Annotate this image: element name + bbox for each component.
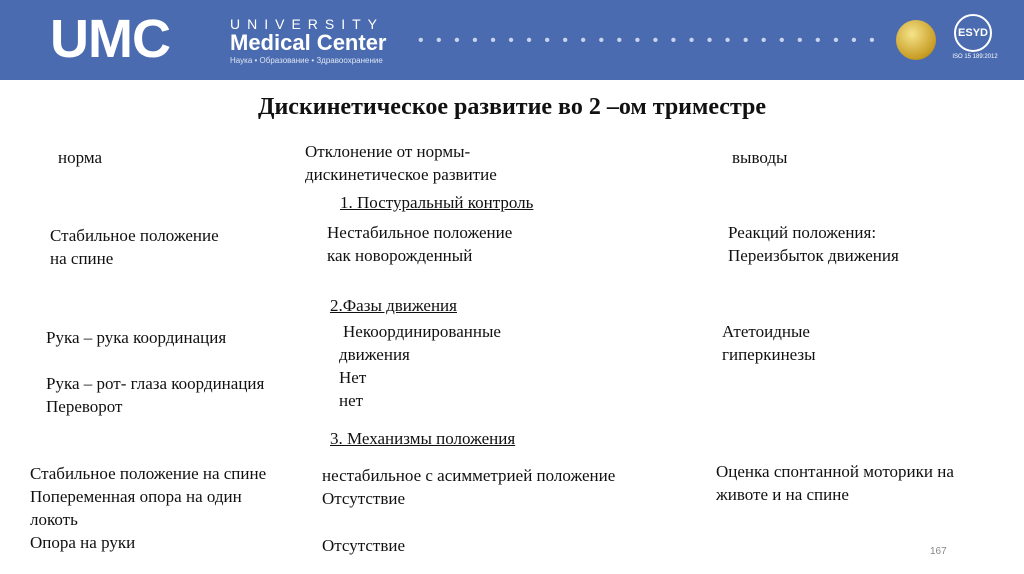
page-number: 167 (930, 546, 947, 557)
logo-university-text: UNIVERSITY (230, 16, 385, 32)
movement-norm-line-1: Рука – рука координация (46, 328, 227, 347)
umc-logo: UMC (50, 9, 170, 69)
mechanisms-conclusion-line-2: животе и на спине (716, 485, 849, 504)
mechanisms-norm-line-4: Опора на руки (30, 533, 136, 552)
movement-norm-line-2: Рука – рот- глаза координация (46, 374, 265, 393)
mechanisms-deviation-line-1: нестабильное с асимметрией положение (322, 466, 616, 485)
mechanisms-deviation-line-3: Отсутствие (322, 536, 406, 555)
movement-norm-line-3: Переворот (46, 397, 123, 416)
section-heading-postural: 1. Постуральный контроль (340, 193, 534, 212)
postural-deviation-line-2: как новорожденный (327, 246, 473, 265)
movement-deviation-line-1: Некоординированные (343, 322, 501, 341)
mechanisms-norm-line-2: Попеременная опора на один (30, 487, 242, 506)
movement-deviation-line-2: движения (339, 345, 410, 364)
movement-conclusion-line-2: гиперкинезы (722, 345, 816, 364)
gold-seal-icon (896, 20, 936, 60)
header-banner (0, 0, 1024, 80)
section-heading-position-mechanisms: 3. Механизмы положения (330, 429, 516, 448)
iso-label: ISO 15 189:2012 (952, 54, 998, 60)
logo-medical-center-text: Medical Center (230, 30, 387, 55)
mechanisms-conclusion-line-1: Оценка спонтанной моторики на (716, 462, 954, 481)
slide-title: Дискинетическое развитие во 2 –ом триместре (257, 94, 767, 120)
column-header-norm: норма (58, 148, 103, 167)
decorative-dots: • • • • • • • • • • • • • • • • • • • • • • • • • • (418, 32, 879, 49)
movement-deviation-line-3: Нет (339, 368, 367, 387)
column-header-conclusions: выводы (732, 148, 788, 167)
movement-deviation-line-4: нет (339, 391, 364, 410)
column-header-deviation-line-1: Отклонение от нормы- (305, 142, 471, 161)
movement-conclusion-line-1: Атетоидные (722, 322, 810, 341)
postural-norm-line-2: на спине (50, 249, 114, 268)
logo-tagline: Наука • Образование • Здравоохранение (230, 56, 383, 65)
postural-norm-line-1: Стабильное положение (50, 226, 219, 245)
postural-conclusion-line-1: Реакций положения: (728, 223, 877, 242)
column-header-deviation-line-2: дискинетическое развитие (305, 165, 497, 184)
mechanisms-norm-line-3: локоть (30, 510, 78, 529)
mechanisms-norm-line-1: Стабильное положение на спине (30, 464, 267, 483)
mechanisms-deviation-line-2: Отсутствие (322, 489, 406, 508)
esyd-certification-icon (950, 14, 996, 66)
section-heading-movement-phases: 2.Фазы движения (330, 296, 457, 315)
postural-deviation-line-1: Нестабильное положение (327, 223, 513, 242)
postural-conclusion-line-2: Переизбыток движения (728, 246, 899, 265)
esyd-logo: ESYD (954, 14, 992, 52)
